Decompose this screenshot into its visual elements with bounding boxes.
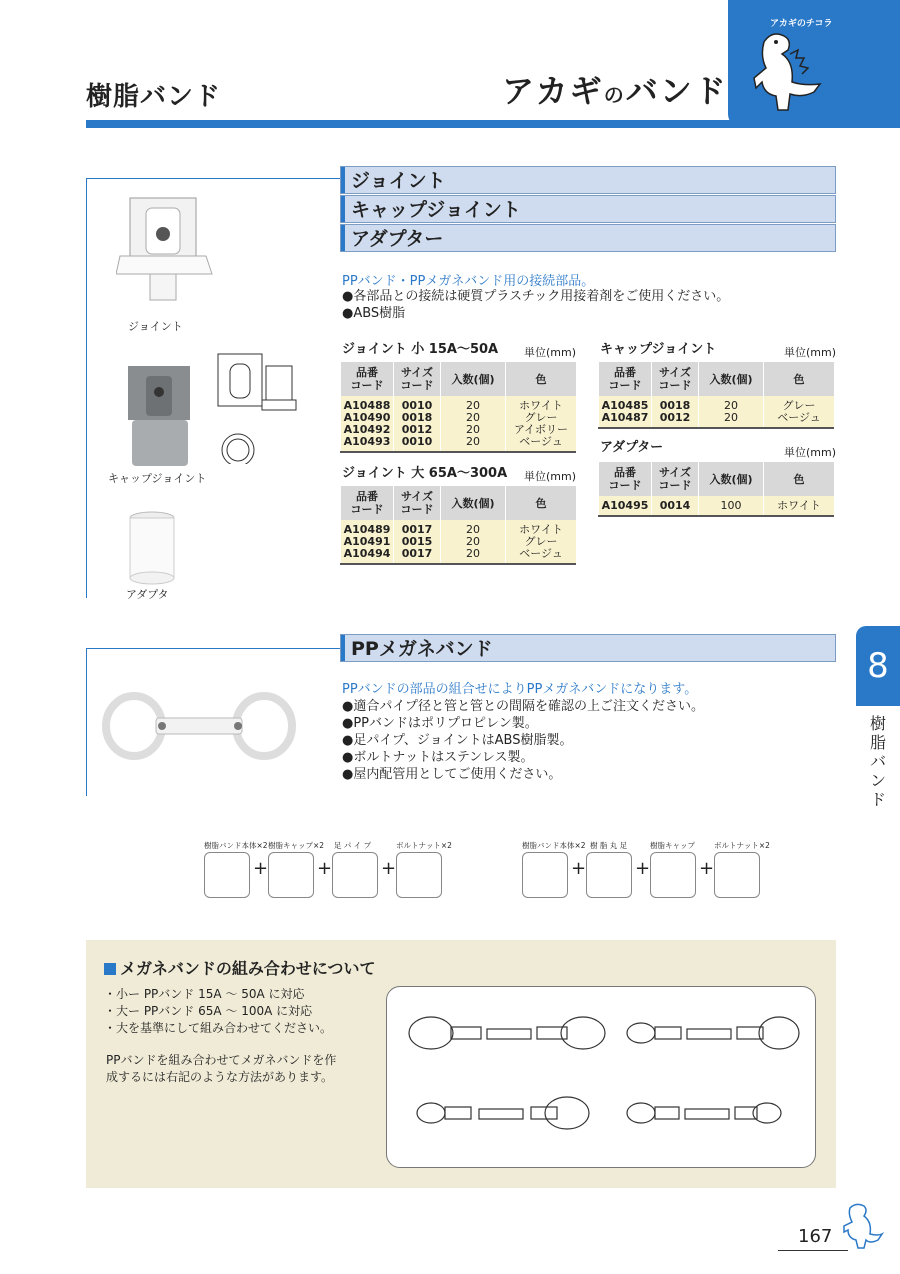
cell-color: ベージュ xyxy=(506,436,577,452)
cell-part: A10494 xyxy=(341,548,394,564)
part-label: 樹脂キャップ×2 xyxy=(268,841,325,850)
cell-qty: 20 xyxy=(441,436,506,452)
cell-qty: 20 xyxy=(441,520,506,536)
square-bullet-icon xyxy=(104,963,116,975)
table-row xyxy=(341,396,577,412)
cell-size: 0012 xyxy=(394,424,441,436)
brand-title-a: アカギ xyxy=(502,72,604,110)
part-round-foot-box xyxy=(586,852,632,898)
mascot-small-icon xyxy=(840,1200,884,1250)
cell-qty: 20 xyxy=(699,396,764,412)
section2-bullet-3: ●足パイプ、ジョイントはABS樹脂製。 xyxy=(342,733,573,748)
table-row xyxy=(341,548,577,564)
col-header-part: 品番 コード xyxy=(599,362,652,396)
col-header-qty: 入数(個) xyxy=(699,462,764,496)
cell-color: ベージュ xyxy=(764,412,835,428)
mascot-icon xyxy=(742,22,842,122)
col-header-color: 色 xyxy=(506,486,577,520)
cell-part: A10492 xyxy=(341,424,394,436)
section-head-cap-joint: キャップジョイント xyxy=(340,195,836,223)
cell-color: グレー xyxy=(506,412,577,424)
cell-color: ホワイト xyxy=(506,520,577,536)
cell-qty: 20 xyxy=(441,536,506,548)
section-head-adapter: アダプター xyxy=(340,224,836,252)
col-header-color: 色 xyxy=(764,462,835,496)
col-header-color: 色 xyxy=(764,362,835,396)
col-header-part: 品番 コード xyxy=(341,486,394,520)
cell-qty: 20 xyxy=(441,424,506,436)
plus-icon: + xyxy=(699,858,715,879)
cell-size: 0018 xyxy=(652,396,699,412)
caption-joint: ジョイント xyxy=(128,320,183,333)
table-row xyxy=(599,396,835,412)
mascot-label: アカギのチコラ xyxy=(770,19,833,29)
part-bolt-box xyxy=(396,852,442,898)
col-header-size: サイズ コード xyxy=(652,462,699,496)
brand-title-c: バンド xyxy=(625,72,728,110)
section-rule xyxy=(86,178,346,180)
cell-color: グレー xyxy=(506,536,577,548)
table-adapter xyxy=(598,462,834,517)
note-line-3: ・大を基準にして組み合わせてください。 xyxy=(104,1021,333,1035)
brand-title-b: の xyxy=(603,83,626,107)
chapter-number: 8 xyxy=(856,626,900,706)
table-joint-small xyxy=(340,362,576,453)
col-header-qty: 入数(個) xyxy=(441,362,506,396)
table-unit-cap-joint: 単位(mm) xyxy=(784,346,837,359)
note-head xyxy=(104,956,376,979)
cap-joint-drawing xyxy=(212,344,312,464)
plus-icon: + xyxy=(381,858,397,879)
note-line-2: ・大ー PPバンド 65A 〜 100A に対応 xyxy=(104,1004,313,1018)
table-row xyxy=(341,436,577,452)
section2-bullet-2: ●PPバンドはポリプロピレン製。 xyxy=(342,716,538,731)
col-header-size: サイズ コード xyxy=(652,362,699,396)
table-row xyxy=(341,520,577,536)
cell-part: A10493 xyxy=(341,436,394,452)
brand-title xyxy=(502,66,728,112)
megane-band-image xyxy=(100,688,300,768)
cell-part: A10495 xyxy=(599,496,652,516)
table-unit-joint-small: 単位(mm) xyxy=(524,346,577,359)
part-pipe-box xyxy=(332,852,378,898)
section-head-megane: PPメガネバンド xyxy=(340,634,836,662)
section1-intro: PPバンド・PPメガネバンド用の接続部品。 xyxy=(342,274,595,289)
table-row xyxy=(599,412,835,428)
adapter-image xyxy=(122,508,182,588)
section2-rule xyxy=(86,648,346,650)
cell-qty: 20 xyxy=(699,412,764,428)
cap-joint-image xyxy=(120,362,200,472)
cell-part: A10491 xyxy=(341,536,394,548)
table-cap-joint xyxy=(598,362,834,429)
part-label: ボルトナット×2 xyxy=(714,841,770,850)
col-header-size: サイズ コード xyxy=(394,486,441,520)
part-cap-box xyxy=(650,852,696,898)
cell-part: A10487 xyxy=(599,412,652,428)
cell-color: グレー xyxy=(764,396,835,412)
plus-icon: + xyxy=(317,858,333,879)
header-bar xyxy=(86,120,900,128)
caption-adapter: アダプタ xyxy=(126,588,169,601)
table-title-joint-small: ジョイント 小 15A〜50A xyxy=(342,342,499,357)
page-title: 樹脂バンド xyxy=(86,82,222,112)
section2-bullet-5: ●屋内配管用としてご使用ください。 xyxy=(342,767,562,782)
table-row xyxy=(599,496,835,516)
cell-qty: 20 xyxy=(441,396,506,412)
col-header-size: サイズ コード xyxy=(394,362,441,396)
joint-image xyxy=(116,190,216,310)
note-para-1: PPバンドを組み合わせてメガネバンドを作 xyxy=(106,1053,337,1067)
cell-size: 0014 xyxy=(652,496,699,516)
cell-size: 0015 xyxy=(394,536,441,548)
cell-size: 0018 xyxy=(394,412,441,424)
cell-part: A10489 xyxy=(341,520,394,536)
combination-diagram xyxy=(386,986,816,1168)
cell-size: 0010 xyxy=(394,436,441,452)
plus-icon: + xyxy=(635,858,651,879)
combination-drawing xyxy=(387,987,815,1167)
section-rule-vertical xyxy=(86,178,88,598)
page-number-rule xyxy=(778,1250,848,1251)
table-unit-joint-large: 単位(mm) xyxy=(524,470,577,483)
cell-color: ホワイト xyxy=(764,496,835,516)
cell-color: ベージュ xyxy=(506,548,577,564)
part-label: 樹脂キャップ xyxy=(650,841,695,850)
part-label: ボルトナット×2 xyxy=(396,841,452,850)
cell-qty: 20 xyxy=(441,412,506,424)
table-title-adapter: アダプター xyxy=(600,440,664,455)
part-bolt-box xyxy=(714,852,760,898)
section1-bullet-2: ●ABS樹脂 xyxy=(342,306,406,321)
part-label: 樹脂バンド本体×2 xyxy=(522,841,586,850)
cell-color: アイボリー xyxy=(506,424,577,436)
cell-size: 0012 xyxy=(652,412,699,428)
cell-part: A10485 xyxy=(599,396,652,412)
table-unit-adapter: 単位(mm) xyxy=(784,446,837,459)
part-band-body-box xyxy=(522,852,568,898)
cell-size: 0017 xyxy=(394,520,441,536)
cell-part: A10490 xyxy=(341,412,394,424)
page-number: 167 xyxy=(798,1226,833,1247)
plus-icon: + xyxy=(253,858,269,879)
part-label: 樹脂バンド本体×2 xyxy=(204,841,268,850)
chapter-label: 樹脂バンド xyxy=(869,714,886,809)
section2-bullet-1: ●適合パイプ径と管と管との間隔を確認の上ご注文ください。 xyxy=(342,699,704,714)
cell-part: A10488 xyxy=(341,396,394,412)
col-header-qty: 入数(個) xyxy=(699,362,764,396)
table-title-joint-large: ジョイント 大 65A〜300A xyxy=(342,466,508,481)
part-label: 足 パ イ プ xyxy=(334,841,372,850)
col-header-color: 色 xyxy=(506,362,577,396)
section1-bullet-1: ●各部品との接続は硬質プラスチック用接着剤をご使用ください。 xyxy=(342,289,730,304)
plus-icon: + xyxy=(571,858,587,879)
col-header-part: 品番 コード xyxy=(599,462,652,496)
section2-bullet-4: ●ボルトナットはステンレス製。 xyxy=(342,750,534,765)
cell-qty: 20 xyxy=(441,548,506,564)
cell-size: 0010 xyxy=(394,396,441,412)
table-title-cap-joint: キャップジョイント xyxy=(600,342,717,357)
cell-color: ホワイト xyxy=(506,396,577,412)
part-label: 樹 脂 丸 足 xyxy=(590,841,628,850)
cell-qty: 100 xyxy=(699,496,764,516)
section2-rule-vertical xyxy=(86,648,88,796)
caption-cap-joint: キャップジョイント xyxy=(108,472,207,485)
table-joint-large xyxy=(340,486,576,565)
part-cap-box xyxy=(268,852,314,898)
col-header-part: 品番 コード xyxy=(341,362,394,396)
section-head-joint: ジョイント xyxy=(340,166,836,194)
note-para-2: 成するには右記のような方法があります。 xyxy=(106,1070,334,1084)
part-band-body-box xyxy=(204,852,250,898)
note-line-1: ・小ー PPバンド 15A 〜 50A に対応 xyxy=(104,987,305,1001)
note-head-text: メガネバンドの組み合わせについて xyxy=(120,959,376,978)
section2-intro: PPバンドの部品の組合せによりPPメガネバンドになります。 xyxy=(342,682,698,697)
col-header-qty: 入数(個) xyxy=(441,486,506,520)
cell-size: 0017 xyxy=(394,548,441,564)
